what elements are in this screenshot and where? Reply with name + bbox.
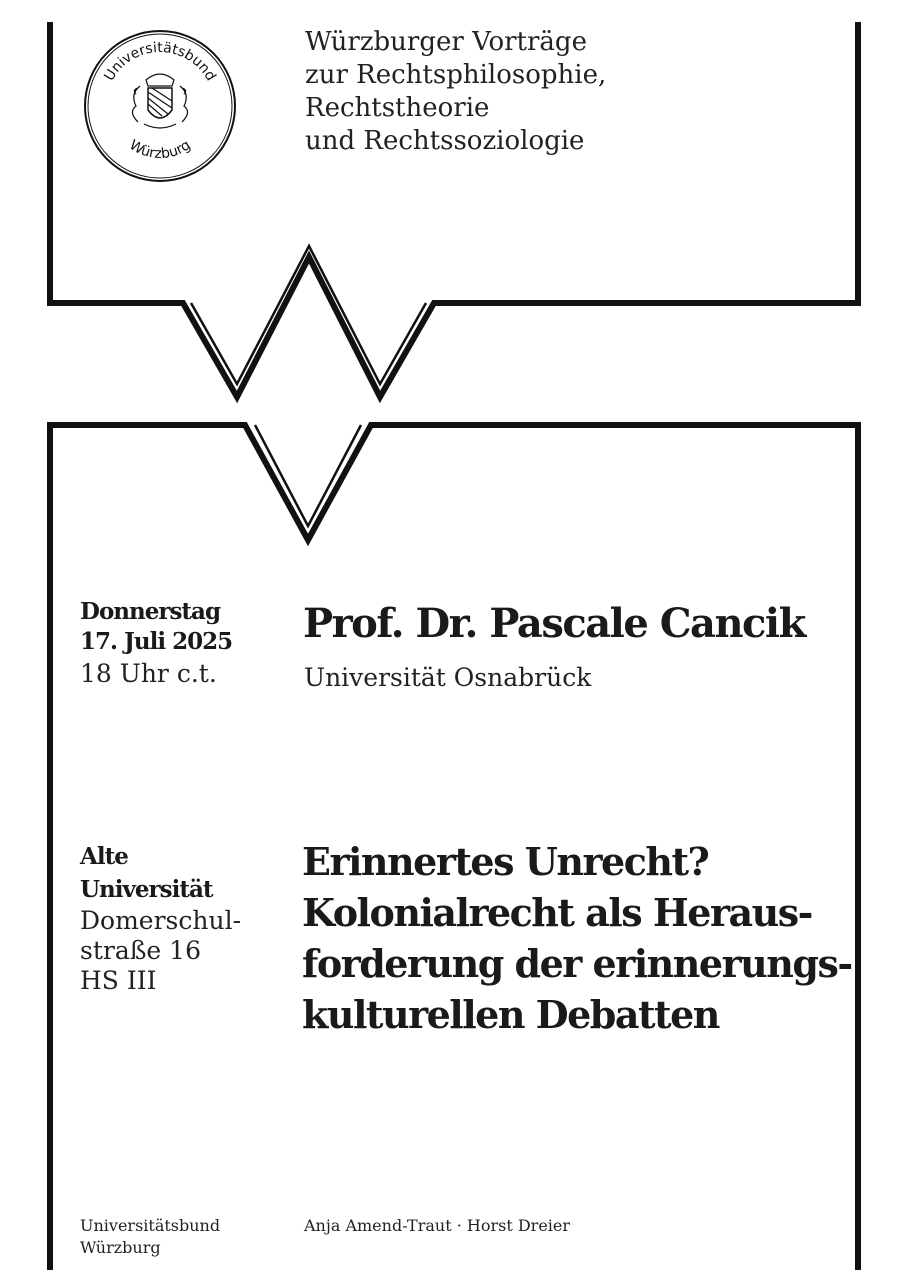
event-date-block [80,597,232,691]
lecture-series-title [305,26,606,158]
university-seal [82,28,238,184]
seal-bottom-text: Würzburg [126,137,194,163]
upper-zigzag-inner [191,246,426,384]
talk-title-line: Kolonialrecht als Heraus- [302,890,812,935]
footer-organizers: Anja Amend-Traut · Horst Dreier [304,1216,571,1235]
venue-name-line: Universität [80,876,213,903]
seal-top-text: Universitätsbund [101,39,219,84]
svg-text:Würzburg [126,137,193,162]
series-title-line: Würzburger Vorträge [305,27,587,57]
venue-address-line: straße 16 [80,936,201,965]
speaker-name: Prof. Dr. Pascale Cancik [303,600,805,647]
talk-title-line: kulturellen Debatten [302,992,719,1037]
footer-org-line: Würzburg [80,1238,161,1257]
venue-address-line: Domerschul- [80,906,242,935]
series-title-line: Rechtstheorie [305,93,490,123]
venue-name-line: Alte [80,843,128,870]
talk-title-line: forderung der erinnerungs- [302,941,852,986]
footer-organization [80,1215,220,1259]
event-date: 17. Juli 2025 [80,628,233,655]
event-time: 18 Uhr c.t. [80,659,217,688]
event-weekday: Donnerstag [80,598,221,625]
venue-room: HS III [80,966,157,995]
talk-title [302,836,852,1040]
crest-icon [132,74,187,128]
series-title-line: und Rechtssoziologie [305,126,585,156]
talk-title-line: Erinnertes Unrecht? [302,839,709,884]
speaker-affiliation: Universität Osnabrück [304,663,592,692]
footer-org-line: Universitätsbund [80,1216,221,1235]
series-title-line: zur Rechtsphilosophie, [305,60,607,90]
venue-block [80,840,241,996]
